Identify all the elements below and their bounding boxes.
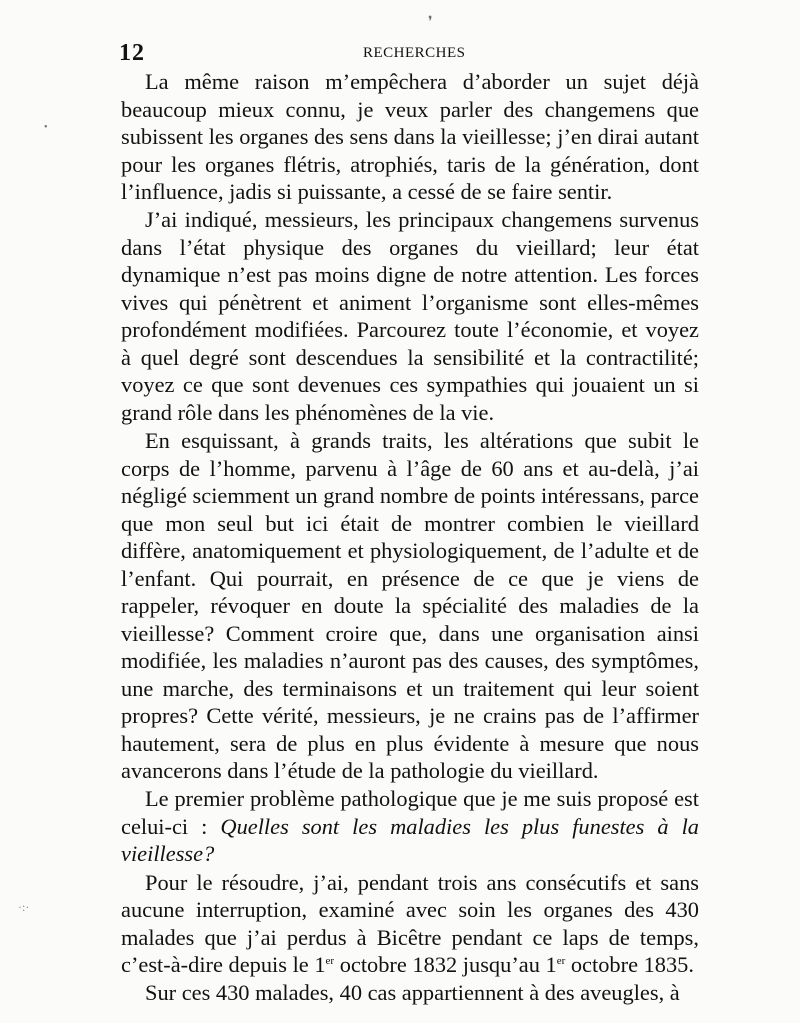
paragraph-text: Pour le résoudre, j’ai, pendant trois ans consécutifs et sans aucune interruption, examiné avec soin les organes des 430 malades que j’ai perdus à Bicêtre pendant ce laps de temps, c’est-à-dire depuis le 1 [121, 869, 699, 978]
superscript: er [325, 955, 335, 968]
page-header [119, 40, 699, 68]
paragraph-text: octobre 1832 jusqu’au 1 [334, 952, 557, 978]
paragraph: La même raison m’empêchera d’aborder un sujet déjà beaucoup mieux connu, je veux parler des changemens que subissent les organes des sens dans la vieillesse; j’en dirai autant pour les organes flétris, atrophiés, taris de la génération, dont l’influence, jadis si puissante, a cessé de se faire sentir. [121, 69, 699, 204]
paragraph [121, 785, 699, 868]
page-number: 12 [119, 40, 145, 66]
ink-speck: ❜ [428, 15, 433, 30]
body-text [121, 68, 699, 1008]
paragraph: Sur ces 430 malades, 40 cas appartiennent à des aveugles, à [145, 980, 680, 1006]
margin-speck: ·:· [18, 900, 30, 914]
paragraph: En esquissant, à grands traits, les altérations que subit le corps de l’homme, parvenu à l’âge de 60 ans et au-delà, j’ai négligé sciemment un grand nombre de points intéressans, parce que mon seul but ici était de montrer combien le vieillard diffère, anatomiquement et physiologiquement, de l’adulte et de l’enfant. Qui pourrait, en présence de ce que je viens de rappeler, révoquer en doute la spécialité des maladies de la vieillesse? Comment croire que, dans une organisation ainsi modifiée, les maladies n’auront pas des causes, des symptômes, une marche, des terminaisons et un traitement qui leur soient propres? Cette vérité, messieurs, je ne crains pas de l’affirmer hautement, sera de plus en plus évidente à mesure que nous avancerons dans l’étude de la pathologie du vieillard. [121, 428, 699, 784]
paragraph [121, 869, 699, 979]
paragraph: J’ai indiqué, messieurs, les principaux changemens survenus dans l’état physique des organes du vieillard; leur état dynamique n’est pas moins digne de notre attention. Les forces vives qui pénètrent et animent l’organisme sont elles-mêmes profondément modifiées. Parcourez toute l’économie, et voyez à quel degré sont descendues la sensibilité et la contractilité; voyez ce que sont devenues ces sympathies qui jouaient un si grand rôle dans les phénomènes de la vie. [121, 207, 699, 425]
margin-dot: • [44, 122, 48, 133]
paragraph-text: Le premier problème pathologique que je me suis proposé est celui-ci : [121, 786, 699, 839]
paragraph-text: octobre 1835. [565, 952, 694, 978]
superscript: er [556, 955, 566, 968]
italic-question: Quelles sont les maladies les plus funestes à la vieillesse? [121, 813, 699, 867]
running-head: RECHERCHES [363, 45, 466, 61]
